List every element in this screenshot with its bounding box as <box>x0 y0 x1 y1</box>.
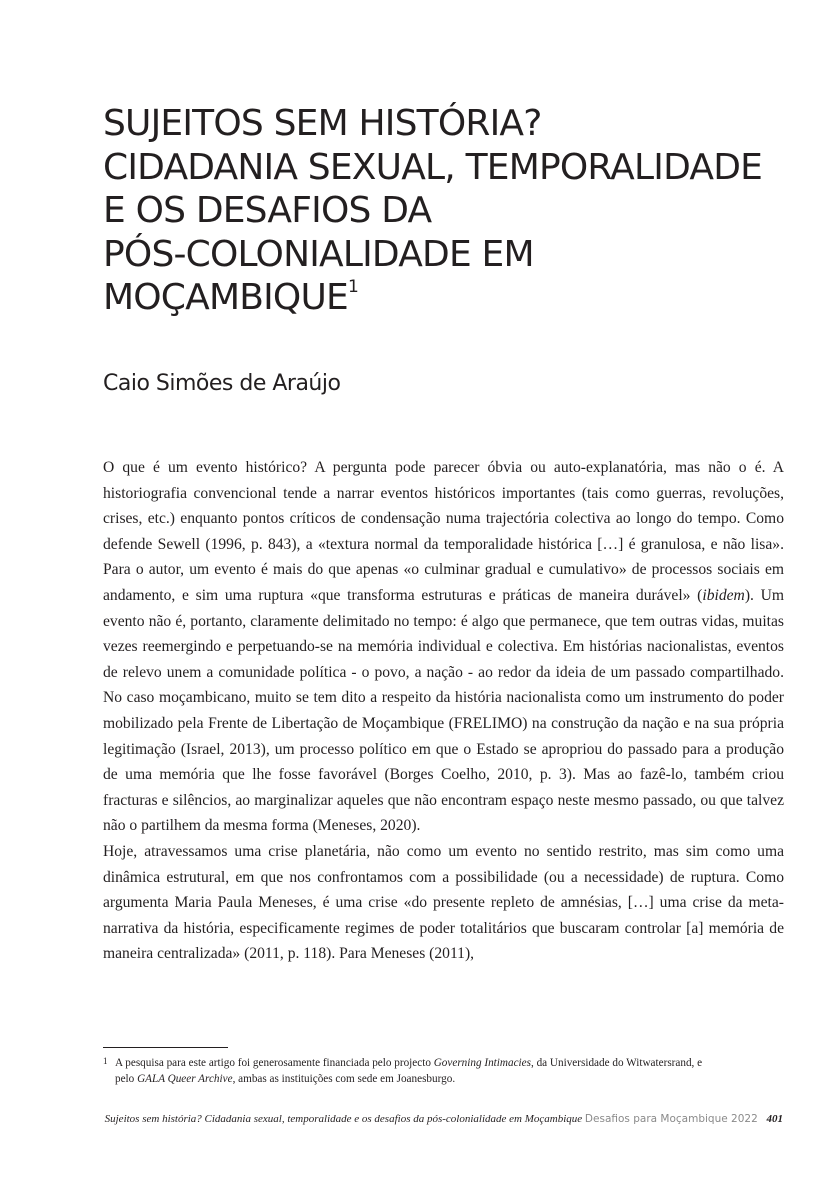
paragraph-text: ). Um evento não é, portanto, claramente delimitado no tempo: é algo que permanece, que tem outras vidas, muitas vezes reemergindo e perpetuando-se na memória individual e colectiva. Em histórias nacionalistas, eventos de relevo unem a comunidade política - o povo, a nação - ao redor da ideia de um passado compartilhado. No caso moçambicano, muito se tem dito a respeito da história nacionalista como um instrumento do poder mobilizado pela Frente de Libertação de Moçambique (FRELIMO) na construção da nação e na sua própria legitimação (Israel, 2013), um processo político em que o Estado se apropriou do passado para a produção de uma memória que lhe fosse favorável (Borges Coelho, 2010, p. 3). Mas ao fazê-lo, também criou fracturas e silêncios, ao marginalizar aqueles que não encontram espaço neste mesmo passado, ou que talvez não o partilhem da mesma forma (Meneses, 2020). <box>103 586 784 835</box>
footnote-text <box>103 1055 703 1087</box>
footnote-text-part: , ambas as instituições com sede em Joanesburgo. <box>232 1073 456 1085</box>
title-line: E OS DESAFIOS DA <box>103 190 432 231</box>
footnote-divider <box>103 1047 228 1048</box>
title-line-text: MOÇAMBIQUE <box>103 277 348 318</box>
title-line: SUJEITOS SEM HISTÓRIA? <box>103 103 542 144</box>
author-name: Caio Simões de Araújo <box>103 371 341 396</box>
running-footer <box>105 1113 783 1125</box>
paragraph <box>103 455 784 839</box>
running-title: Sujeitos sem história? Cidadania sexual, temporalidade e os desafios da pós-colonialidade em Moçambique <box>104 1113 583 1125</box>
paragraph-text: O que é um evento histórico? A pergunta pode parecer óbvia ou auto-explanatória, mas não o é. A historiografia convencional tende a narrar eventos históricos importantes (tais como guerras, revoluções, crises, etc.) enquanto pontos críticos de condensação numa trajectória colectiva ao longo do tempo. Como defende Sewell (1996, p. 843), a «textura normal da temporalidade histórica […] é granulosa, e não lisa». Para o autor, um evento é mais do que apenas «o culminar gradual e cumulativo» de processos sociais em andamento, e sim uma ruptura «que transforma estruturas e práticas de maneira durável» ( <box>103 459 784 604</box>
paragraph: Hoje, atravessamos uma crise planetária, não como um evento no sentido restrito, mas sim como uma dinâmica estrutural, em que nos confrontamos com a possibilidade (ou a necessidade) de ruptura. Como argumenta Maria Paula Meneses, é uma crise «do presente repleto de amnésias, […] uma crise da meta-narrativa da história, especificamente regimes de poder totalitários que buscaram controlar [a] memória de maneira centralizada» (2011, p. 118). Para Meneses (2011), <box>103 842 784 963</box>
page-number: 401 <box>766 1113 783 1125</box>
footnote <box>103 1055 703 1087</box>
italic-citation: ibidem <box>702 586 745 604</box>
title-line: PÓS-COLONIALIDADE EM <box>103 233 534 275</box>
body-text <box>103 455 784 967</box>
chapter-title <box>103 102 783 320</box>
title-line: CIDADANIA SEXUAL, TEMPORALIDADE <box>103 146 763 188</box>
footnote-number: 1 <box>103 1056 108 1066</box>
footnote-text-part: A pesquisa para este artigo foi generosamente financiada pelo projecto <box>115 1057 434 1069</box>
title-line-last <box>103 276 783 320</box>
publication-name: Desafios para Moçambique 2022 <box>584 1113 758 1125</box>
title-footnote-mark[interactable]: 1 <box>347 277 359 297</box>
footnote-text-part: , da Universidade do Witwatersrand, e pelo <box>115 1057 703 1085</box>
footnote-italic: Governing Intimacies <box>433 1057 531 1069</box>
footnote-italic: GALA Queer Archive <box>137 1073 233 1085</box>
